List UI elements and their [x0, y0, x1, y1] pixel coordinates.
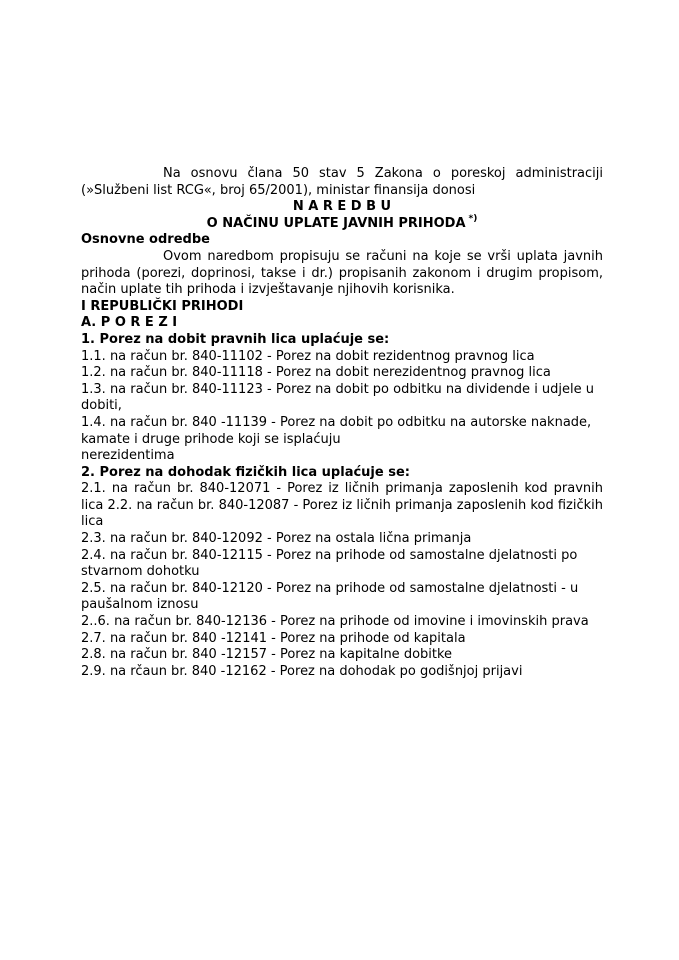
preamble-paragraph: Na osnovu člana 50 stav 5 Zakona o poreskoj administraciji (»Službeni list RCG«, broj 65/2001), ministar finansija donosi — [81, 166, 603, 198]
footnote-marker: *) — [468, 214, 478, 225]
intro-paragraph: Ovom naredbom propisuju se računi na koje se vrši uplata javnih prihoda (porezi, doprinosi, takse i dr.) propisanih zakonom i drugim propisom, način uplate tih prihoda i izvještavanje njihovih korisnika. — [81, 248, 603, 298]
list-item-2-4: 2.4. na račun br. 840-12115 - Porez na prihode od samostalne djelatnosti po — [81, 547, 578, 563]
part-subtitle: A. P O R E Z I — [81, 315, 178, 331]
list-item-1-1: 1.1. na račun br. 840-11102 - Porez na dobit rezidentnog pravnog lica — [81, 348, 535, 364]
list-item-2-1-and-2-2: 2.1. na račun br. 840-12071 - Porez iz ličnih primanja zaposlenih kod pravnih lica 2.2. na račun br. 840-12087 - Porez iz ličnih primanja zaposlenih kod fizičkih lica — [81, 481, 603, 530]
section-2-heading: 2. Porez na dohodak fizičkih lica uplaćuje se: — [81, 464, 410, 480]
list-item-2-6: 2..6. na račun br. 840-12136 - Porez na prihode od imovine i imovinskih prava — [81, 614, 589, 630]
section-2 — [81, 465, 603, 681]
list-item-2-8: 2.8. na račun br. 840 -12157 - Porez na kapitalne dobitke — [81, 647, 453, 663]
document-subtitle — [81, 216, 603, 233]
subtitle-text: O NAČINU UPLATE JAVNIH PRIHODA — [206, 215, 466, 231]
list-item-1-3-continuation: dobiti, — [81, 398, 122, 414]
list-item-1-2: 1.2. na račun br. 840-11118 - Porez na dobit nerezidentnog pravnog lica — [81, 365, 551, 381]
part-title: I REPUBLIČKI PRIHODI — [81, 298, 244, 314]
list-item-2-4-continuation: stvarnom dohotku — [81, 564, 200, 580]
section-1 — [81, 332, 603, 465]
list-item-1-4-continuation-2: nerezidentima — [81, 448, 175, 464]
list-item-1-4: 1.4. na račun br. 840 -11139 - Porez na dobit po odbitku na autorske naknade, — [81, 414, 592, 430]
list-item-2-9: 2.9. na rčaun br. 840 -12162 - Porez na dohodak po godišnjoj prijavi — [81, 663, 523, 679]
section-1-heading: 1. Porez na dobit pravnih lica uplaćuje se: — [81, 331, 390, 347]
list-item-2-7: 2.7. na račun br. 840 -12141 - Porez na prihode od kapitala — [81, 630, 466, 646]
list-item-2-3: 2.3. na račun br. 840-12092 - Porez na ostala lična primanja — [81, 531, 472, 547]
list-item-2-5: 2.5. na račun br. 840-12120 - Porez na prihode od samostalne djelatnosti - u — [81, 580, 579, 596]
list-item-1-3: 1.3. na račun br. 840-11123 - Porez na dobit po odbitku na dividende i udjele u — [81, 381, 595, 397]
chapter-heading: Osnovne odredbe — [81, 232, 210, 248]
list-item-2-5-continuation: paušalnom iznosu — [81, 597, 199, 613]
document-title: N A R E D B U — [292, 199, 392, 215]
list-item-1-4-continuation-1: kamate i druge prihode koji se isplaćuju — [81, 431, 341, 447]
